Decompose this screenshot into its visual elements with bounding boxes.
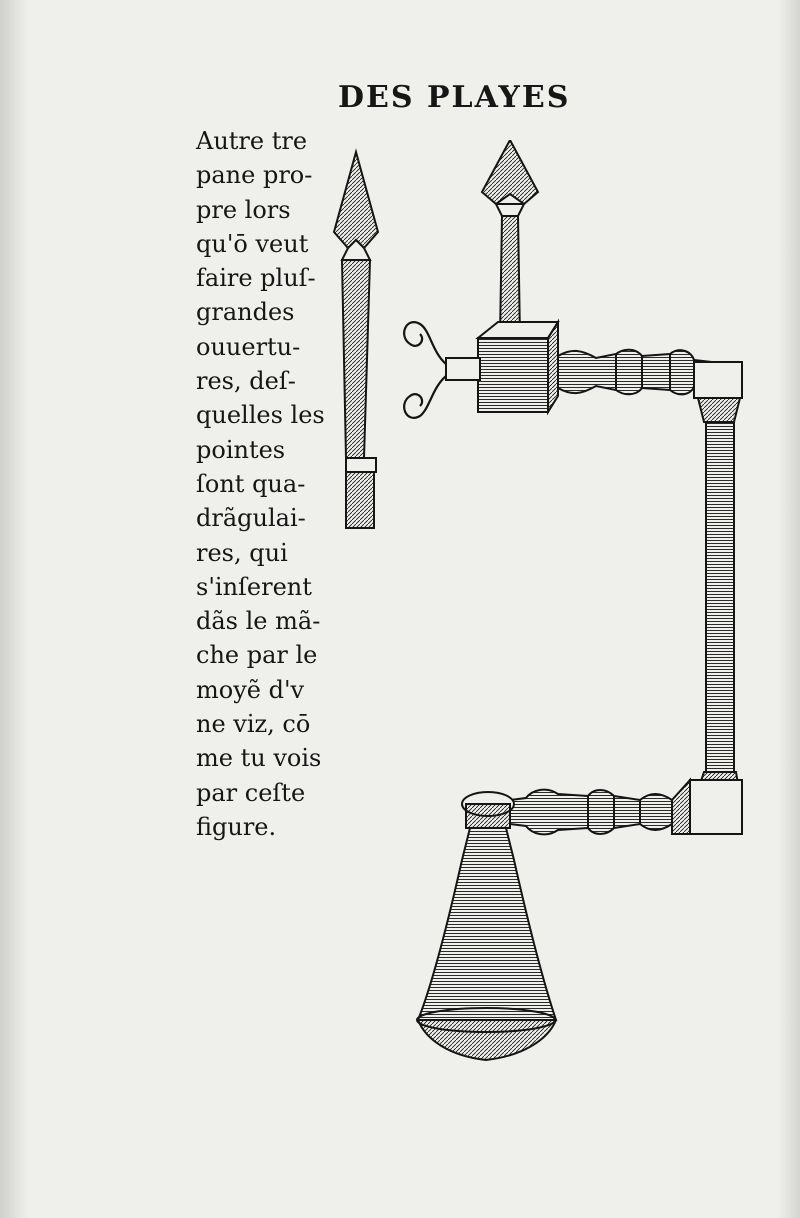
detached-bit <box>334 152 378 528</box>
caption-line: che par le <box>196 641 318 670</box>
caption-line: me tu vois <box>196 744 322 773</box>
caption-line: Autre tre <box>196 127 308 155</box>
page-edge-shadow <box>778 0 800 1218</box>
caption-line: pane pro- <box>196 161 313 190</box>
caption-line: res, qui <box>196 538 288 567</box>
woodcut-drawing <box>320 140 760 1100</box>
gutter-shadow <box>0 0 28 1218</box>
caption-line: s'inſerent <box>196 572 312 601</box>
mounted-bit <box>482 140 538 338</box>
caption-line: pre lors <box>196 195 291 224</box>
caption-line: ſont qua- <box>196 469 306 498</box>
caption-line: quelles les <box>196 401 325 430</box>
caption-line: pointes <box>196 435 286 464</box>
wing-screw <box>404 322 446 418</box>
caption-text <box>196 124 336 844</box>
caption-line: res, deſ- <box>196 367 296 396</box>
caption-line: moyẽ d'v <box>196 675 305 704</box>
brace-frame <box>672 362 742 834</box>
caption-line: ouuertu- <box>196 332 301 361</box>
running-header: DES PLAYES <box>338 80 571 115</box>
caption-line: drãgulai- <box>196 504 306 533</box>
caption-line: grandes <box>196 298 295 327</box>
trepan-illustration <box>320 140 760 1100</box>
upper-arm <box>558 350 712 395</box>
caption-line: dãs le mã- <box>196 607 321 636</box>
caption-line: qu'ō veut <box>196 229 309 258</box>
chuck-block <box>446 322 558 412</box>
caption-line: par ceſte <box>196 778 306 807</box>
caption-line: figure. <box>196 812 277 841</box>
lower-arm <box>510 790 672 835</box>
caption-line: faire pluſ- <box>196 264 316 293</box>
caption-line: ne viz, cō <box>196 710 311 739</box>
